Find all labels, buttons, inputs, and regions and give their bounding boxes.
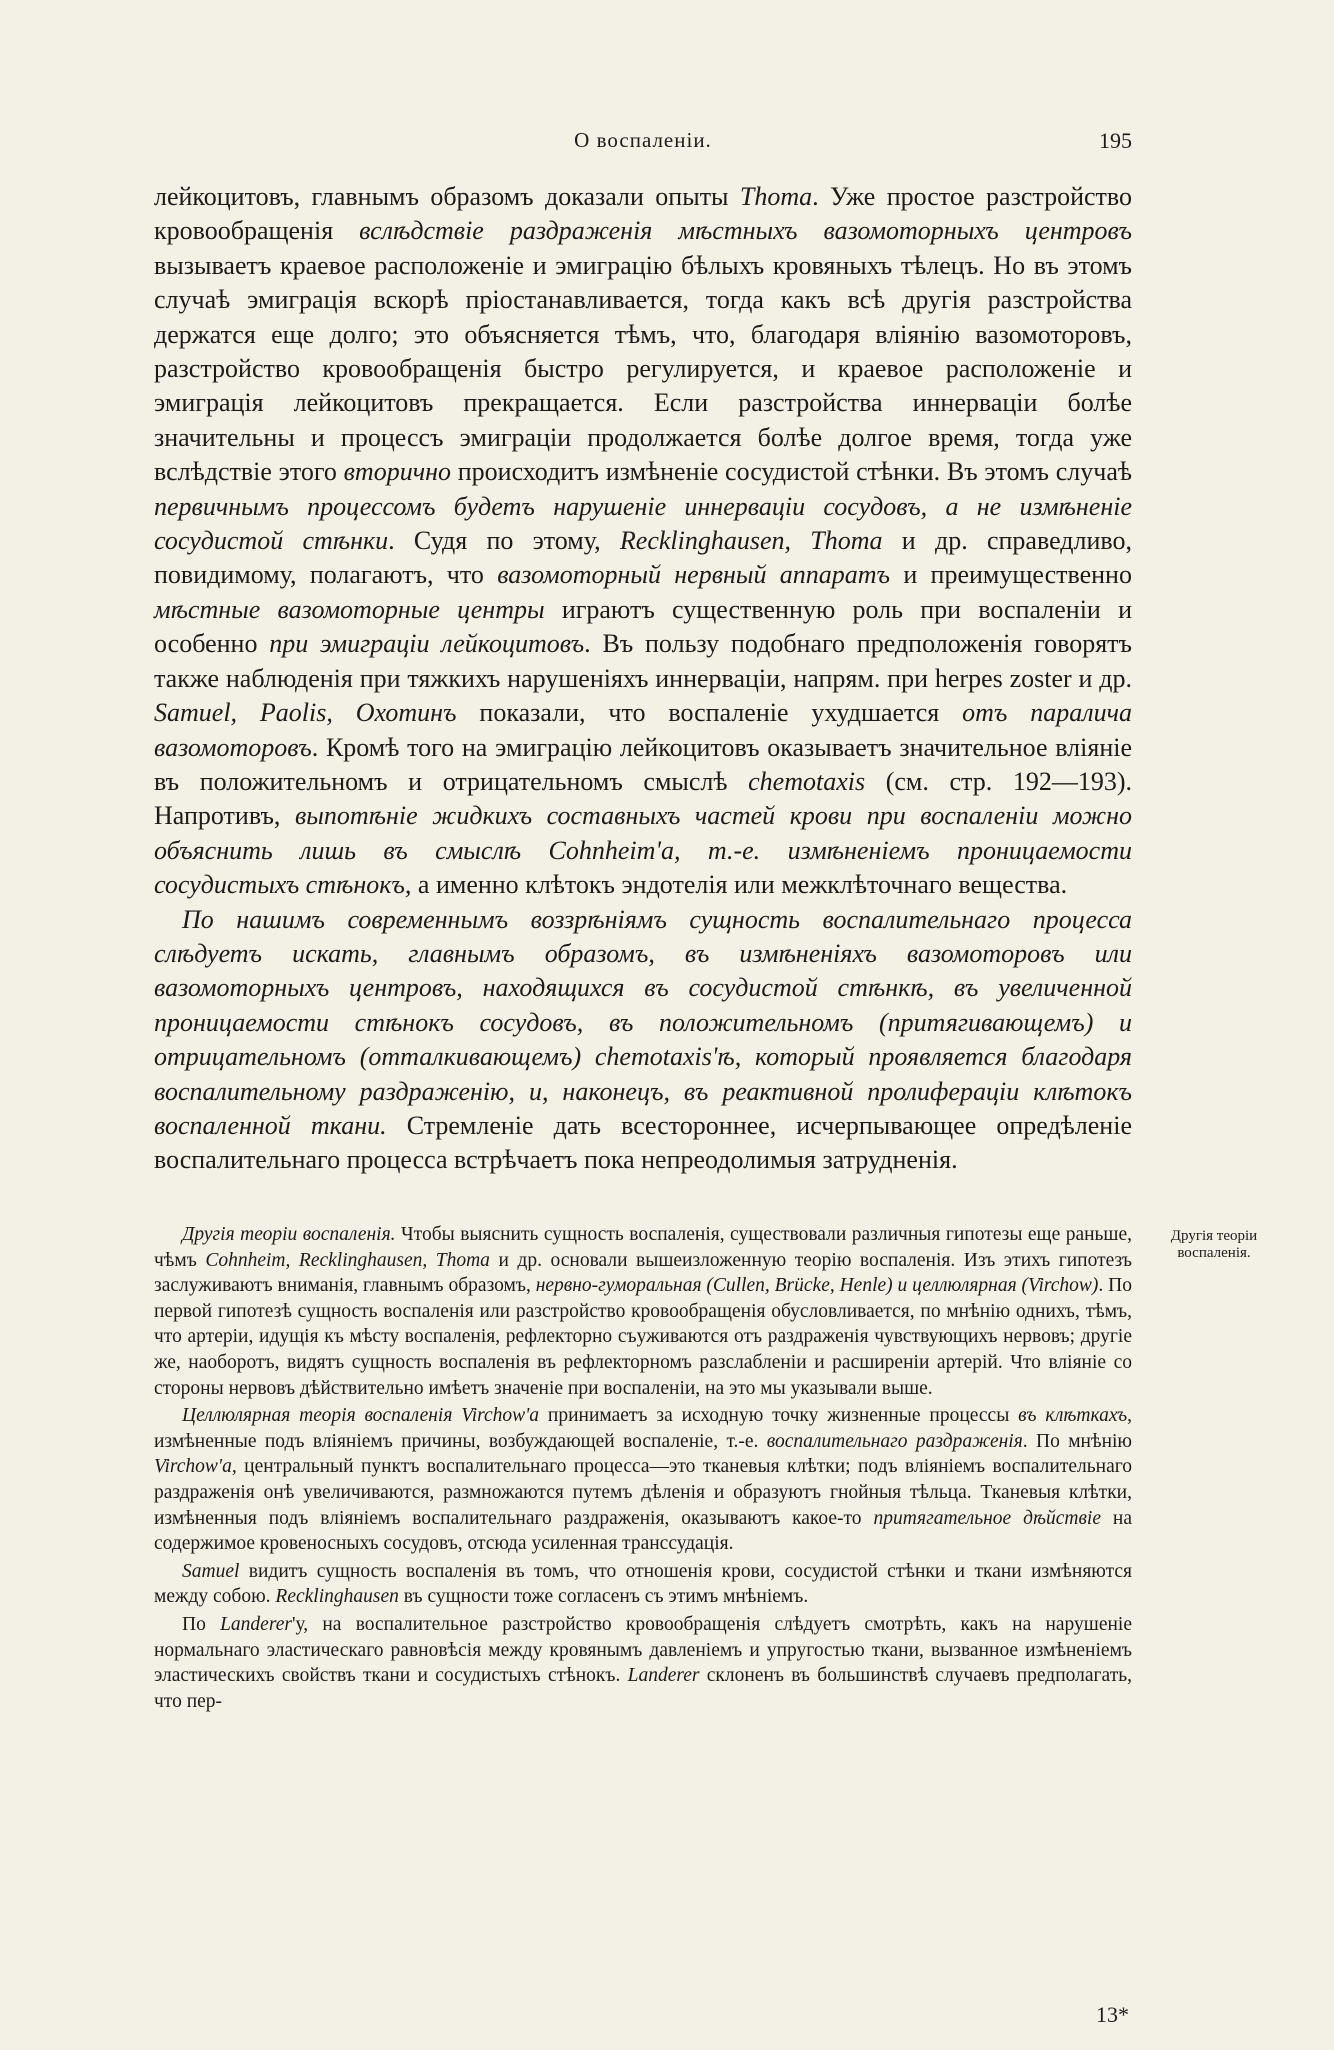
- text-run: По: [182, 1613, 221, 1635]
- small-paragraph-3: [154, 1559, 1132, 1610]
- text-run: . Въ пользу подобнаго предположенія говорятъ также наблюденія при тяжкихъ нарушеніяхъ иннерваціи, напрям. при herpes zoster и др.: [154, 629, 1132, 693]
- running-title: О воспаленіи.: [574, 128, 712, 152]
- main-text: [154, 180, 1132, 1178]
- italic-run: вазомоторный нервный аппаратъ: [497, 560, 891, 590]
- margin-note: Другія теоріи воспаленія.: [1170, 1228, 1258, 1261]
- text-run: лейкоцитовъ, главнымъ образомъ доказали опыты: [154, 182, 740, 211]
- italic-run: Thoma: [739, 182, 813, 211]
- small-paragraph-1: [154, 1222, 1132, 1401]
- signature-mark: 13*: [1096, 2002, 1129, 2027]
- paragraph-1: [154, 180, 1132, 903]
- text-run: видитъ сущность воспаленія въ томъ, что отношенія крови, сосудистой стѣнки и ткани измѣняются между собою.: [154, 1560, 1132, 1608]
- text-run: (см. стр. 192—193). Напротивъ,: [154, 766, 1132, 831]
- italic-run: мѣстные вазомоторные центры: [154, 594, 545, 624]
- running-header: [154, 128, 1132, 160]
- text-run: склоненъ въ большинствѣ случаевъ предполагать, что пер-: [154, 1665, 1132, 1712]
- italic-run: вторично: [343, 457, 452, 487]
- small-paragraph-4: [154, 1612, 1132, 1714]
- text-run: . Кромѣ того на эмиграцію лейкоцитовъ оказываетъ значительное вліяніе въ положительномъ и отрицательномъ смыслѣ: [154, 732, 1132, 796]
- italic-run: воспалительнаго раздраженія: [766, 1430, 1023, 1452]
- text-run: Чтобы выяснить сущность воспаленія, существовали различныя гипотезы еще раньше, чѣмъ: [154, 1224, 1132, 1271]
- text-run: Стремленіе дать всестороннее, исчерпывающее опредѣленіе воспалительнаго процесса встрѣчаетъ пока непреодолимыя затрудненія.: [154, 1110, 1132, 1175]
- text-run: вызываетъ краевое расположеніе и эмиграцію бѣлыхъ кровяныхъ тѣлецъ. Но въ этомъ случаѣ эмиграція вскорѣ пріостанавливается, тогда какъ всѣ другія разстройства держатся еще долго; это объясняется тѣмъ, что, благодаря вліянію вазомоторовъ, разстройство кровообращенія быстро регулируется, и краевое расположеніе и эмиграція лейкоцитовъ прекращается. Если разстройства иннерваціи болѣе значительны и процессъ эмиграціи продолжается болѣе долгое время, тогда уже вслѣдствіе этого: [154, 250, 1132, 487]
- italic-run: вслѣдствіе раздраженія мѣстныхъ вазомоторныхъ центровъ: [359, 216, 1132, 246]
- text-run: происходитъ измѣненіе сосудистой стѣнки. Въ этомъ случаѣ: [451, 457, 1133, 487]
- italic-run: при эмиграціи лейкоцитовъ: [269, 629, 585, 659]
- italic-run: Landerer: [627, 1665, 700, 1687]
- italic-run: Recklinghausen: [275, 1586, 399, 1608]
- italic-run: Cohnheim, Recklinghausen, Thoma: [205, 1249, 490, 1271]
- text-run: а именно клѣтокъ эндотелія или межклѣточнаго вещества.: [411, 870, 1068, 900]
- italic-run: chemotaxis: [748, 766, 866, 796]
- text-run: на содержимое кровеносныхъ сосудовъ, отсюда усиленная транссудація.: [154, 1507, 1132, 1555]
- italic-run: отъ паралича вазомоторовъ: [154, 698, 1133, 762]
- text-run: 'у, на воспалительное разстройство кровообращенія слѣдуетъ смотрѣть, какъ на нарушеніе нормальнаго эластическаго равновѣсія между кровянымъ давленіемъ и упругостью ткани, вызванное измѣненіемъ эластическихъ свойствъ ткани и сосудистыхъ стѣнокъ.: [154, 1613, 1132, 1687]
- text-run: , центральный пунктъ воспалительнаго процесса—это тканевыя клѣтки; подъ вліяніемъ воспалительнаго раздраженія онѣ увеличиваются, размножаются путемъ дѣленія и образуютъ гнойныя тѣльца. Тканевыя клѣтки, измѣненныя подъ вліяніемъ воспалительнаго раздраженія, оказываютъ какое-то: [154, 1456, 1132, 1529]
- page-number: 195: [1099, 128, 1132, 153]
- italic-run: выпотѣніе жидкихъ составныхъ частей крови при воспаленіи можно объяснить лишь въ смыслѣ Cohnheim'а, т.-е. измѣненіемъ проницаемости сосудистыхъ стѣнокъ,: [154, 801, 1132, 900]
- text-run: и преимущественно: [890, 560, 1132, 590]
- text-run: и др. основали вышеизложенную теорію воспаленія. Изъ этихъ гипотезъ заслуживаютъ вниманія, главнымъ образомъ,: [154, 1249, 1132, 1297]
- italic-run: Samuel, Paolis, Охотинъ: [154, 698, 457, 728]
- italic-run: Samuel: [182, 1560, 240, 1582]
- text-run: въ сущности тоже согласенъ съ этимъ мнѣніемъ.: [398, 1586, 809, 1608]
- italic-run: Целлюлярная теорія воспаленія Virchow'а: [182, 1405, 540, 1427]
- italic-run: Virchow'а: [154, 1456, 232, 1478]
- small-print-section: [154, 1222, 1132, 1716]
- italic-run: первичнымъ процессомъ будетъ нарушеніе иннерваціи сосудовъ, а не измѣненіе сосудистой стѣнки: [154, 491, 1132, 556]
- text-run: и др. справедливо, повидимому, полагаютъ, что: [154, 526, 1132, 590]
- text-run: . Судя по этому,: [388, 526, 620, 556]
- italic-run: По нашимъ современнымъ воззрѣніямъ сущность воспалительнаго процесса слѣдуетъ искать, главнымъ образомъ, въ измѣненіяхъ вазомоторовъ или вазомоторныхъ центровъ, находящихся въ сосудистой стѣнкѣ, въ увеличенной проницаемости стѣнокъ сосудовъ, въ положительномъ (притягивающемъ) и отрицательномъ (отталкивающемъ) chemotaxis'ѣ, который проявляется благодаря воспалительному раздраженію, и, наконецъ, въ реактивной пролиферацiи клѣтокъ воспаленной ткани.: [154, 904, 1132, 1140]
- text-run: . Уже простое разстройство кровообращенія: [154, 182, 1132, 246]
- text-run: играютъ существенную роль при воспаленіи и особенно: [154, 594, 1132, 659]
- italic-run: нервно-гуморальная (Cullen, Brücke, Henle) и целлюлярная (Virchow): [535, 1275, 1099, 1297]
- italic-run: въ клѣткахъ: [1018, 1405, 1128, 1427]
- text-run: показали, что воспаленіе ухудшается: [456, 698, 963, 728]
- small-paragraph-2: [154, 1403, 1132, 1557]
- italic-run: Recklinghausen, Thoma: [619, 526, 883, 556]
- italic-run: притягательное дѣйствіе: [873, 1507, 1101, 1529]
- text-run: принимаетъ за исходную точку жизненные процессы: [539, 1405, 1019, 1427]
- italic-run: Landerer: [220, 1613, 292, 1635]
- text-run: . По мнѣнію: [1022, 1430, 1132, 1452]
- text-run: . По первой гипотезѣ сущность воспаленія или разстройство кровообращенія обусловливается, по мнѣнію однихъ, тѣмъ, что артеріи, идущія къ мѣсту воспаленія, рефлекторно съуживаются отъ раздраженія чувствующихъ нервовъ; другіе же, наоборотъ, видятъ сущность воспаленія въ рефлекторномъ разслабленіи и расширеніи артерій. Что вліяніе со стороны нервовъ дѣйствительно имѣетъ значеніе при воспаленіи, на это мы указывали выше.: [154, 1275, 1132, 1399]
- italic-run: Другія теоріи воспаленія.: [182, 1224, 396, 1245]
- paragraph-2: [154, 903, 1132, 1178]
- text-run: , измѣненные подъ вліяніемъ причины, возбуждающей воспаленіе, т.-е.: [154, 1405, 1132, 1452]
